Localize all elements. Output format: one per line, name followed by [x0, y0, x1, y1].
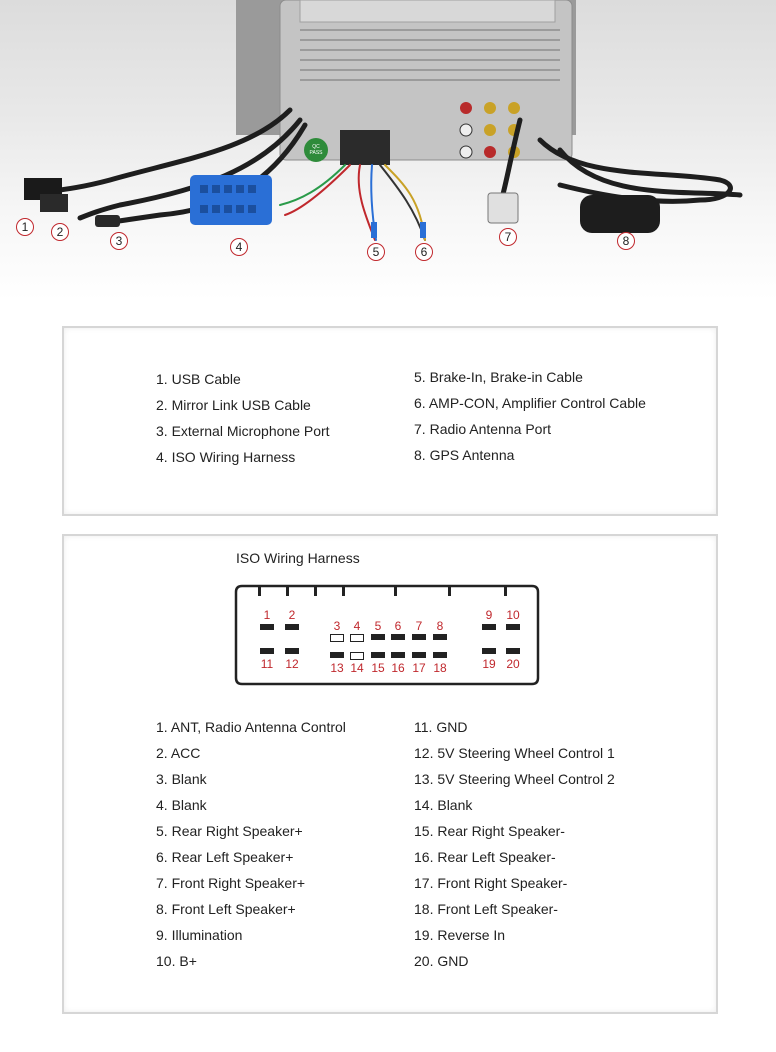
list-item: 3. External Microphone Port	[156, 423, 330, 439]
list-item: 16. Rear Left Speaker-	[414, 849, 556, 865]
pin-block	[506, 624, 520, 630]
pin-list-right	[414, 714, 615, 974]
pin-label: 17	[412, 661, 426, 675]
list-item: 9. Illumination	[156, 927, 243, 943]
callout-8: 8	[617, 232, 635, 250]
list-item: 7. Front Right Speaker+	[156, 875, 306, 891]
qc-badge-text: QC PASS	[309, 144, 323, 156]
iso-harness-plug	[190, 175, 272, 225]
pin-label: 8	[436, 619, 444, 633]
pin-block	[433, 652, 447, 658]
pin-label: 2	[288, 608, 296, 622]
pin-block	[285, 648, 299, 654]
pin-label: 3	[333, 619, 341, 633]
list-item: 1. ANT, Radio Antenna Control	[156, 719, 346, 735]
pin-label: 13	[330, 661, 344, 675]
callout-3: 3	[110, 232, 128, 250]
head-unit-illustration	[0, 0, 776, 300]
list-item: 14. Blank	[414, 797, 473, 813]
main-connector	[340, 130, 390, 165]
pin-label: 4	[353, 619, 361, 633]
pin-label: 7	[415, 619, 423, 633]
mirror-link-plug	[40, 194, 68, 212]
list-item: 6. AMP-CON, Amplifier Control Cable	[414, 395, 646, 411]
pin-block	[285, 624, 299, 630]
list-item: 13. 5V Steering Wheel Control 2	[414, 771, 615, 787]
list-item: 18. Front Left Speaker-	[414, 901, 558, 917]
list-item: 1. USB Cable	[156, 371, 241, 387]
pin-label: 6	[394, 619, 402, 633]
list-item: 12. 5V Steering Wheel Control 1	[414, 745, 615, 761]
list-item: 17. Front Right Speaker-	[414, 875, 568, 891]
list-item: 2. ACC	[156, 745, 201, 761]
parts-list-left	[156, 366, 330, 470]
pin-block	[330, 652, 344, 658]
product-photo	[0, 0, 776, 300]
pin-block	[433, 634, 447, 640]
pin-label: 19	[482, 657, 496, 671]
list-item: 6. Rear Left Speaker+	[156, 849, 294, 865]
list-item: 10. B+	[156, 953, 197, 969]
pin-block	[391, 634, 405, 640]
pin-block	[371, 634, 385, 640]
list-item: 2. Mirror Link USB Cable	[156, 397, 311, 413]
pin-label: 16	[391, 661, 405, 675]
pin-block-blank	[330, 634, 344, 642]
callout-7: 7	[499, 228, 517, 246]
pin-label: 20	[506, 657, 520, 671]
list-item: 5. Rear Right Speaker+	[156, 823, 303, 839]
list-item: 11. GND	[414, 719, 468, 735]
list-item: 15. Rear Right Speaker-	[414, 823, 565, 839]
list-item: 5. Brake-In, Brake-in Cable	[414, 369, 583, 385]
pin-block	[482, 648, 496, 654]
pin-block	[482, 624, 496, 630]
list-item: 19. Reverse In	[414, 927, 506, 943]
list-item: 8. Front Left Speaker+	[156, 901, 296, 917]
callout-2: 2	[51, 223, 69, 241]
list-item: 3. Blank	[156, 771, 207, 787]
pin-label: 18	[433, 661, 447, 675]
pin-block	[506, 648, 520, 654]
pin-block	[412, 652, 426, 658]
pin-block	[260, 624, 274, 630]
list-item: 4. ISO Wiring Harness	[156, 449, 296, 465]
parts-legend-panel	[62, 326, 718, 516]
pin-label: 12	[285, 657, 299, 671]
callout-6: 6	[415, 243, 433, 261]
iso-title: ISO Wiring Harness	[236, 550, 360, 566]
mic-jack	[95, 215, 120, 227]
pin-label: 1	[263, 608, 271, 622]
pin-label: 10	[506, 608, 520, 622]
pin-label: 5	[374, 619, 382, 633]
pin-label: 14	[350, 661, 364, 675]
callout-1: 1	[16, 218, 34, 236]
pin-block-blank	[350, 652, 364, 660]
radio-antenna-adapter	[488, 193, 518, 223]
callout-5: 5	[367, 243, 385, 261]
pin-block-blank	[350, 634, 364, 642]
parts-list-right	[414, 364, 646, 468]
pin-block	[260, 648, 274, 654]
pin-label: 15	[371, 661, 385, 675]
pin-block	[391, 652, 405, 658]
pin-label: 11	[260, 657, 274, 671]
pin-block	[371, 652, 385, 658]
iso-harness-panel	[62, 534, 718, 1014]
pin-block	[412, 634, 426, 640]
pin-label: 9	[485, 608, 493, 622]
list-item: 20. GND	[414, 953, 469, 969]
list-item: 4. Blank	[156, 797, 207, 813]
gps-antenna	[580, 195, 660, 233]
list-item: 8. GPS Antenna	[414, 447, 515, 463]
callout-4: 4	[230, 238, 248, 256]
list-item: 7. Radio Antenna Port	[414, 421, 551, 437]
pin-list-left	[156, 714, 346, 974]
